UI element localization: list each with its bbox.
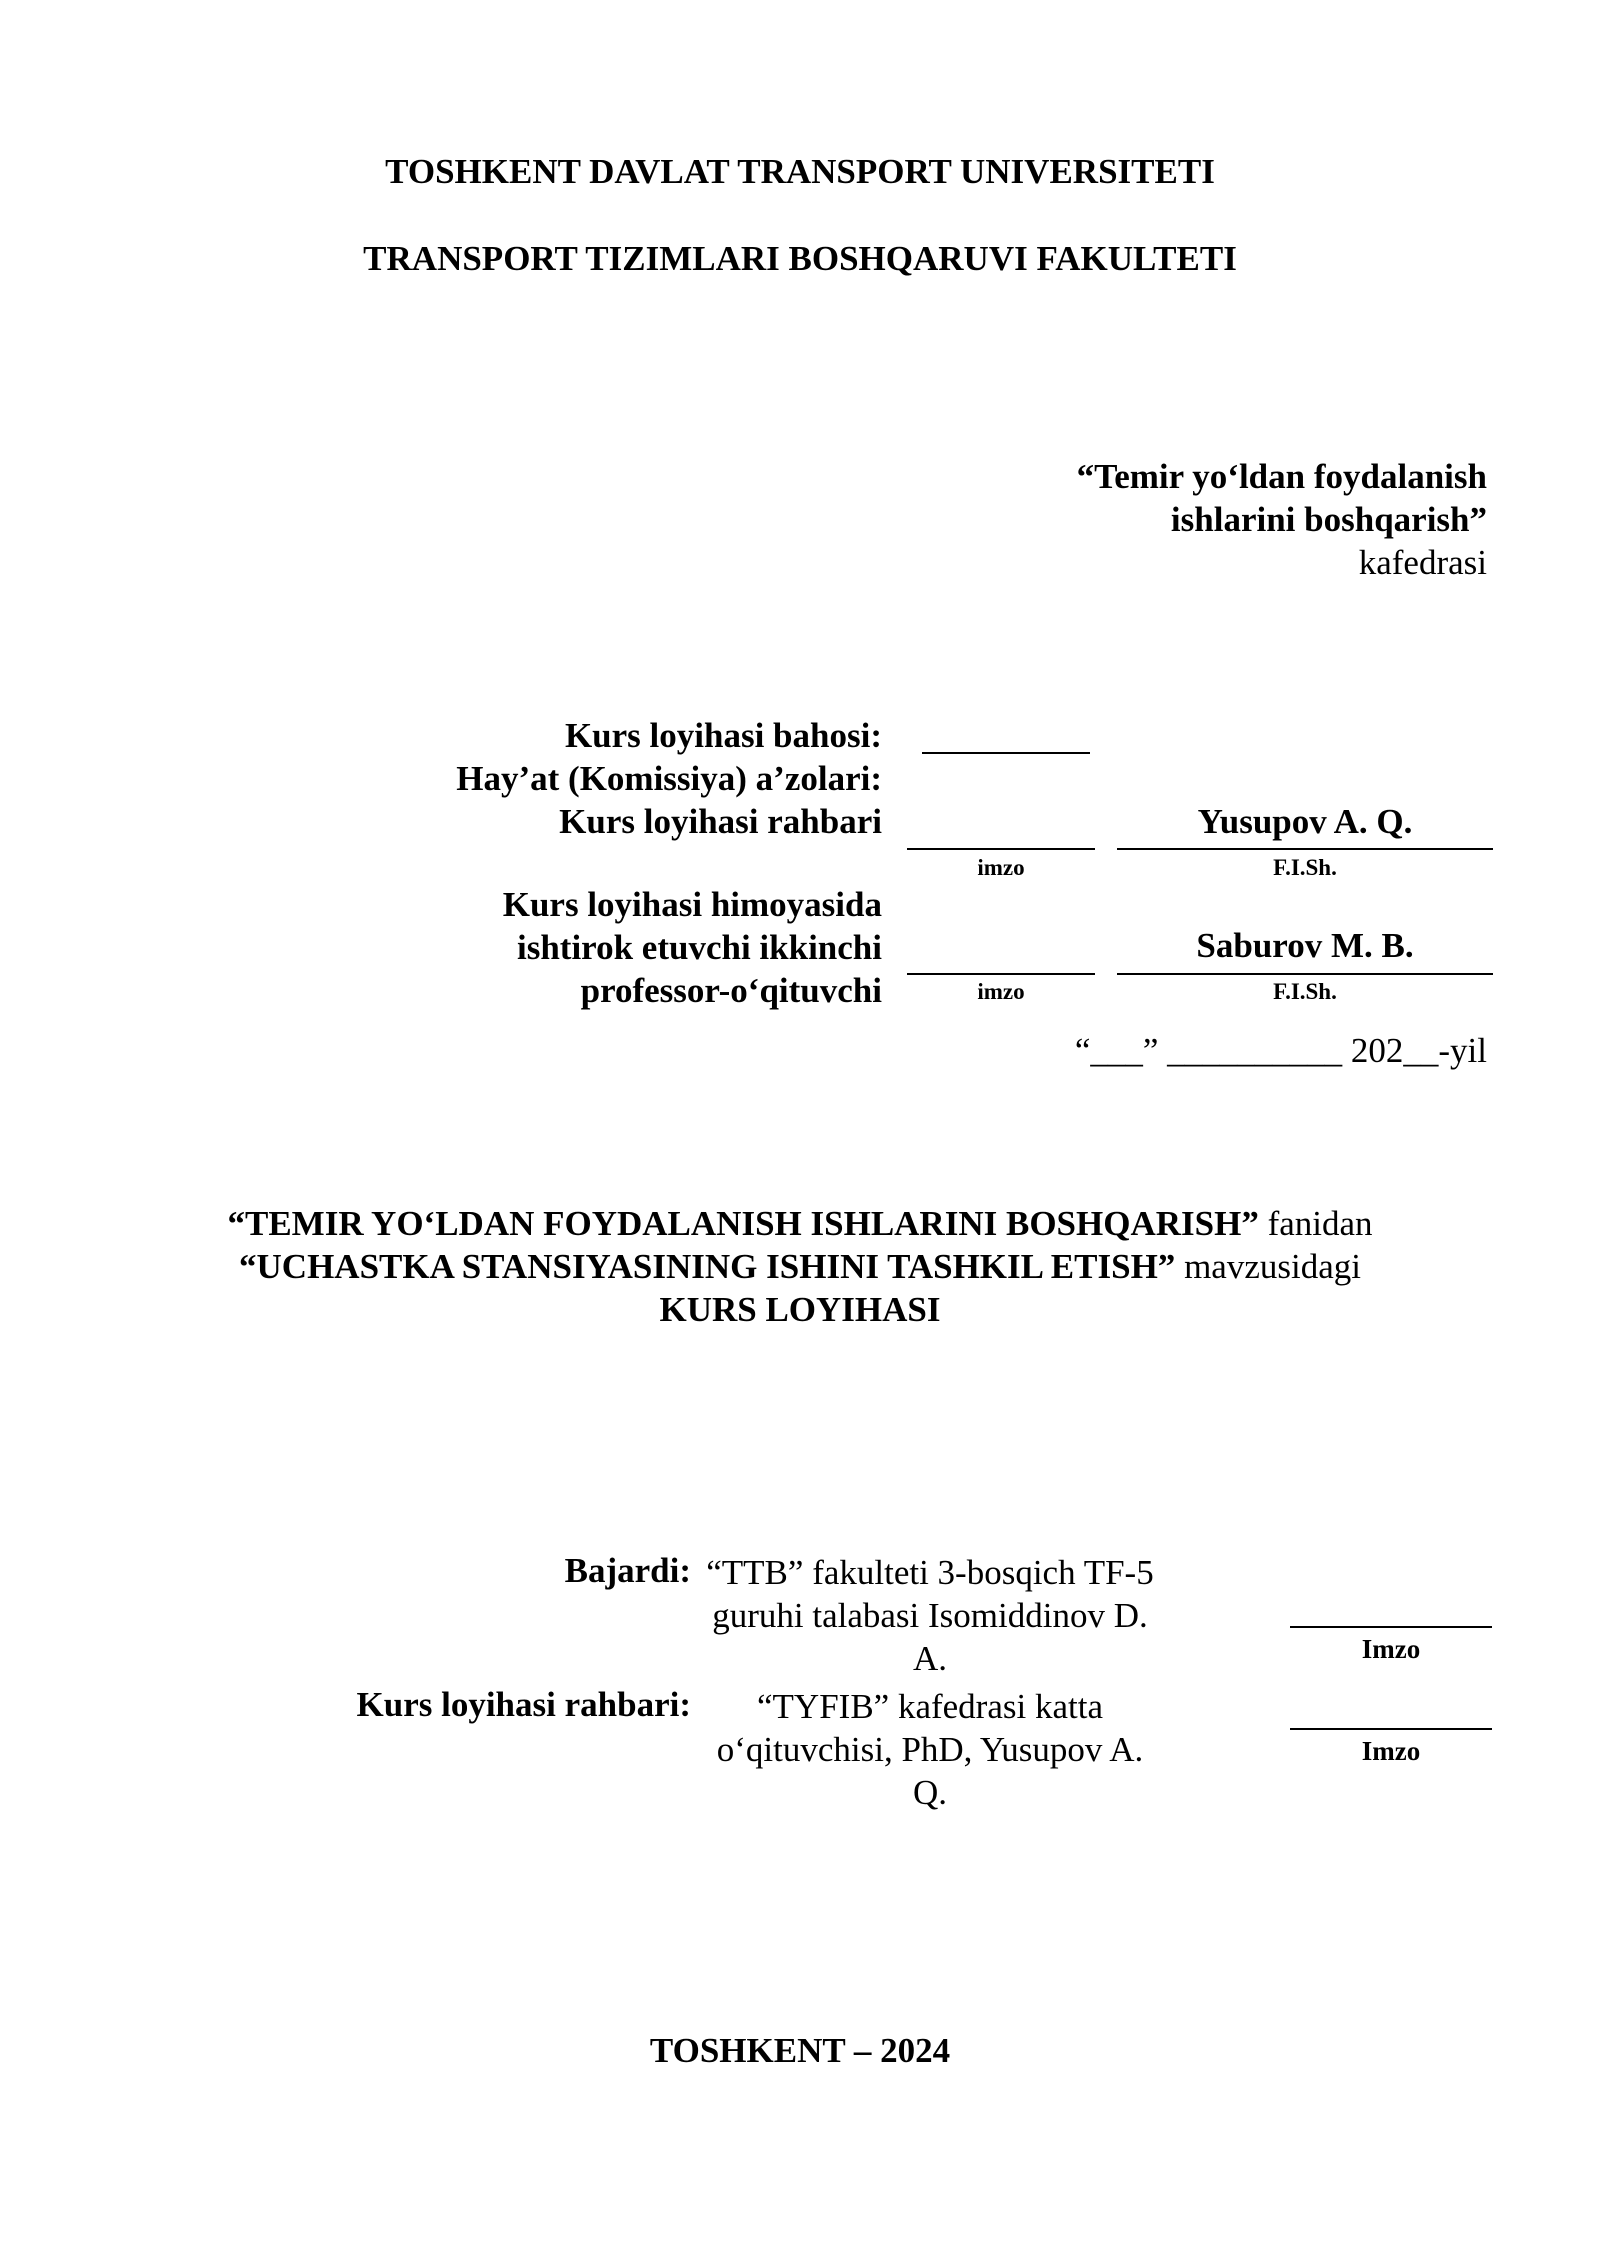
date-line: “___” __________ 202__-yil (1074, 1031, 1487, 1070)
commission-label: Hay’at (Komissiya) a’zolari: (456, 759, 882, 798)
second-examiner-label-1: Kurs loyihasi himoyasida (502, 885, 882, 924)
supervisor-name-line (1117, 848, 1493, 850)
student-signature-caption: Imzo (1361, 1634, 1421, 1664)
second-examiner-label-2: ishtirok etuvchi ikkinchi (516, 928, 882, 967)
supervisor-info (700, 1685, 1160, 1814)
grade-label: Kurs loyihasi bahosi: (564, 716, 882, 755)
subject-line (0, 1202, 1600, 1245)
city-year: TOSHKENT – 2024 (649, 2031, 951, 2070)
course-supervisor-label: Kurs loyihasi rahbari: (356, 1685, 691, 1724)
supervisor-signature-line (907, 848, 1095, 850)
document-type: KURS LOYIHASI (659, 1290, 941, 1329)
supervisor-fish-caption: F.I.Sh. (1273, 855, 1337, 880)
subject-suffix: fanidan (1258, 1204, 1373, 1243)
topic-line (0, 1245, 1600, 1288)
second-signature-line (907, 973, 1095, 975)
supervisor-info-line-1: “TYFIB” kafedrasi katta (757, 1687, 1103, 1726)
grade-line (922, 752, 1090, 754)
supervisor-label: Kurs loyihasi rahbari (559, 802, 882, 841)
university-name: TOSHKENT DAVLAT TRANSPORT UNIVERSITETI (385, 152, 1215, 191)
second-examiner-label-3: professor-o‘qituvchi (580, 971, 882, 1010)
second-fish-caption: F.I.Sh. (1273, 979, 1337, 1004)
supervisor-sign-caption: Imzo (1361, 1736, 1421, 1766)
topic-name: “UCHASTKA STANSIYASINING ISHINI TASHKIL ETISH” (239, 1247, 1176, 1286)
topic-suffix: mavzusidagi (1175, 1247, 1361, 1286)
student-info-line-2: guruhi talabasi Isomiddinov D. A. (712, 1596, 1148, 1678)
department-line-3: kafedrasi (1358, 543, 1487, 582)
supervisor-name: Yusupov A. Q. (1197, 802, 1413, 841)
done-by-label: Bajardi: (564, 1551, 691, 1590)
supervisor-signature-caption: imzo (977, 855, 1025, 880)
subject-name: “TEMIR YO‘LDAN FOYDALANISH ISHLARINI BOSHQARISH” (227, 1204, 1259, 1243)
student-signature-line (1290, 1626, 1492, 1628)
second-signature-caption: imzo (977, 979, 1025, 1004)
student-info-line-1: “TTB” fakulteti 3-bosqich TF-5 (706, 1553, 1154, 1592)
second-examiner-name: Saburov M. B. (1196, 926, 1414, 965)
department-block (687, 455, 1487, 584)
supervisor-info-line-2: o‘qituvchisi, PhD, Yusupov A. Q. (716, 1730, 1144, 1812)
title-block (0, 1202, 1600, 1331)
second-name-line (1117, 973, 1493, 975)
student-info (700, 1551, 1160, 1680)
department-line-1: “Temir yo‘ldan foydalanish (1076, 457, 1487, 496)
supervisor-sign-line (1290, 1728, 1492, 1730)
faculty-name: TRANSPORT TIZIMLARI BOSHQARUVI FAKULTETI (363, 239, 1237, 278)
department-line-2: ishlarini boshqarish” (1170, 500, 1487, 539)
